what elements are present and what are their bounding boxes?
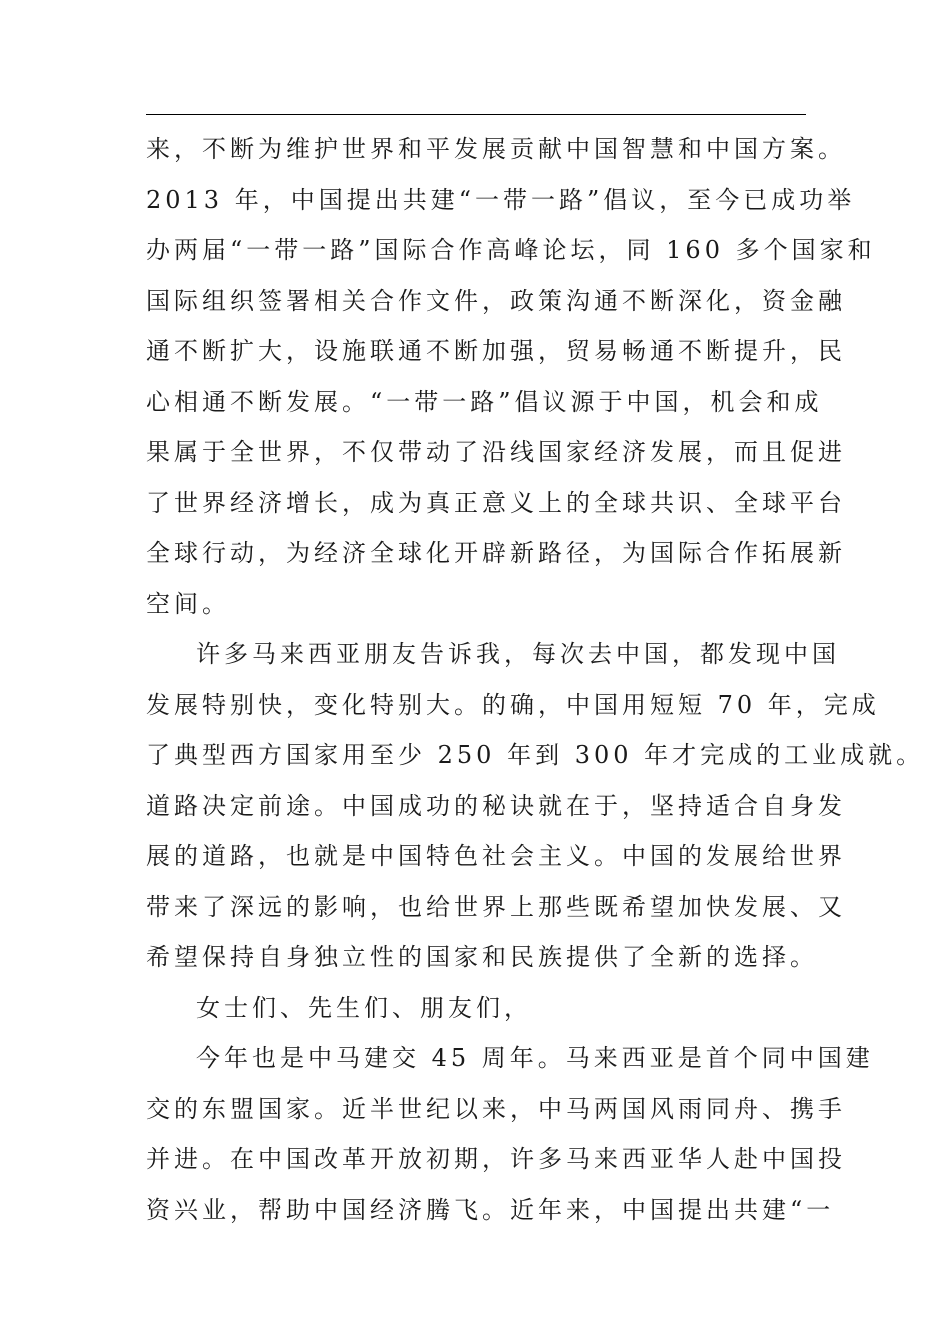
text-line: 交的东盟国家。近半世纪以来，中马两国风雨同舟、携手 xyxy=(146,1094,846,1123)
text-line: 果属于全世界，不仅带动了沿线国家经济发展，而且促进 xyxy=(146,438,846,466)
text-line: 许多马来西亚朋友告诉我，每次去中国，都发现中国 xyxy=(196,640,840,668)
text-line: 今年也是中马建交 45 周年。马来西亚是首个同中国建 xyxy=(196,1044,874,1072)
text-line: 道路决定前途。中国成功的秘诀就在于，坚持适合自身发 xyxy=(146,791,846,820)
text-line: 心相通不断发展。“一带一路”倡议源于中国，机会和成 xyxy=(146,387,823,416)
body-text xyxy=(146,124,925,1235)
text-line: 办两届“一带一路”国际合作高峰论坛，同 160 多个国家和 xyxy=(146,236,876,264)
text-line: 希望保持自身独立性的国家和民族提供了全新的选择。 xyxy=(146,943,818,971)
text-line: 国际组织签署相关合作文件，政策沟通不断深化，资金融 xyxy=(146,286,846,315)
text-line: 了典型西方国家用至少 250 年到 300 年才完成的工业成就。 xyxy=(146,741,925,769)
text-line: 了世界经济增长，成为真正意义上的全球共识、全球平台 xyxy=(146,488,846,517)
text-line: 并进。在中国改革开放初期，许多马来西亚华人赴中国投 xyxy=(146,1145,846,1173)
text-line: 空间。 xyxy=(146,589,230,618)
text-line: 发展特别快，变化特别大。的确，中国用短短 70 年，完成 xyxy=(146,690,880,719)
text-line: 带来了深远的影响，也给世界上那些既希望加快发展、又 xyxy=(146,892,846,921)
text-line: 全球行动，为经济全球化开辟新路径，为国际合作拓展新 xyxy=(146,539,846,567)
text-line: 通不断扩大，设施联通不断加强，贸易畅通不断提升，民 xyxy=(146,337,846,365)
text-line: 2013 年，中国提出共建“一带一路”倡议，至今已成功举 xyxy=(146,185,856,214)
text-line: 资兴业，帮助中国经济腾飞。近年来，中国提出共建“一 xyxy=(146,1195,835,1224)
text-line: 来，不断为维护世界和平发展贡献中国智慧和中国方案。 xyxy=(146,135,846,163)
text-line: 女士们、先生们、朋友们， xyxy=(196,993,532,1022)
text-line: 展的道路，也就是中国特色社会主义。中国的发展给世界 xyxy=(146,842,846,870)
header-rule xyxy=(146,114,806,115)
